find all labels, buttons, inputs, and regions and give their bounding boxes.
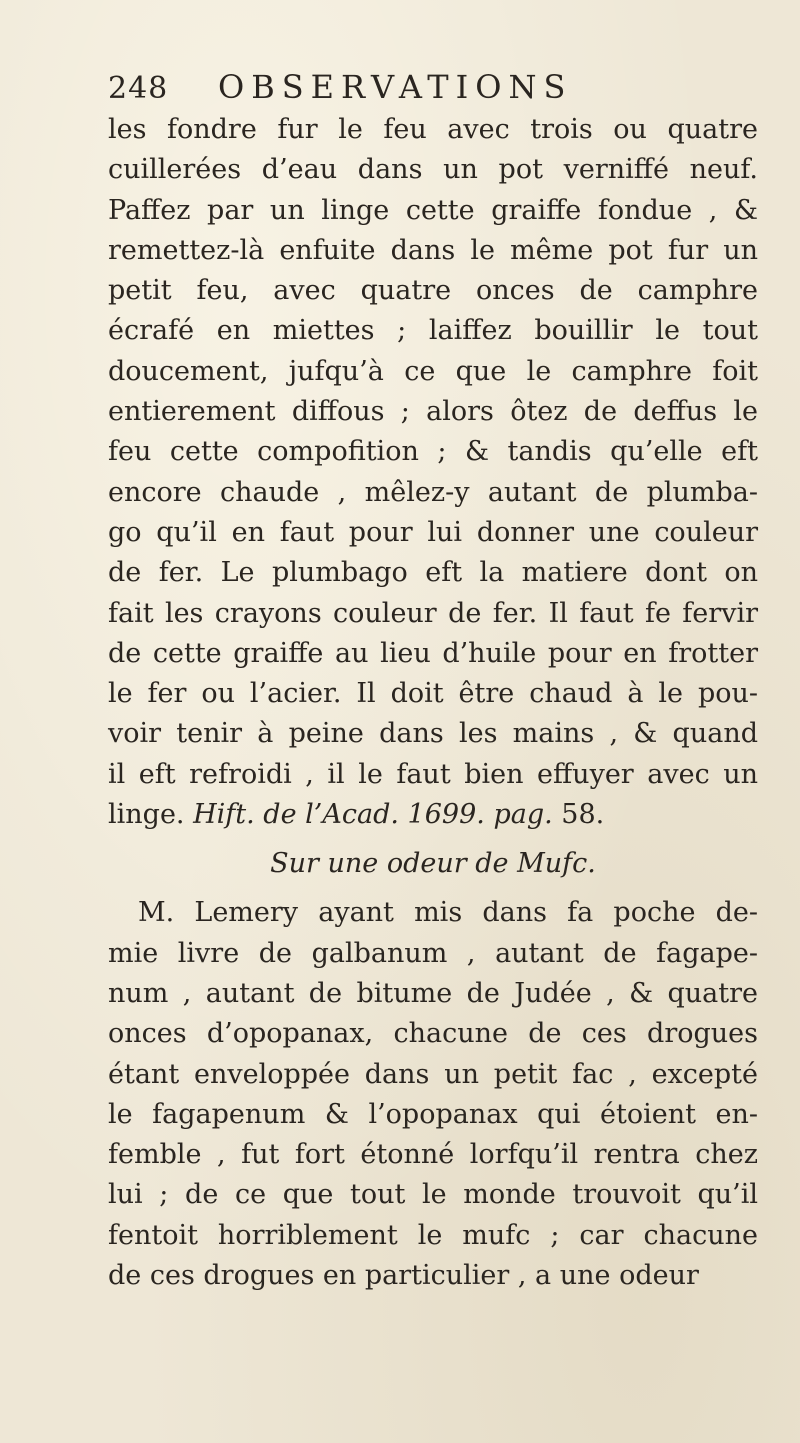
- text-line: les fondre fur le feu avec trois ou quatre: [108, 114, 758, 145]
- section-heading: Sur une odeur de Mufc.: [270, 848, 596, 880]
- text-line: voir tenir à peine dans les mains , & quand: [108, 718, 758, 750]
- citation-line: [108, 795, 758, 835]
- citation-line-start: linge.: [108, 799, 185, 831]
- paragraph-1: [108, 110, 758, 835]
- text-line: petit feu, avec quatre onces de camphre: [108, 275, 758, 307]
- text-line: fentoit horriblement le mufc ; car chacune: [108, 1219, 758, 1251]
- text-line: doucement, jufqu’à ce que le camphre foit: [108, 355, 758, 387]
- text-block: [108, 110, 758, 1296]
- text-line: mie livre de galbanum , autant de fagape-: [108, 937, 758, 969]
- running-title: OBSERVATIONS: [218, 68, 573, 106]
- text-line: lui ; de ce que tout le monde trouvoit qu’il: [108, 1179, 758, 1211]
- page-number: 248: [108, 71, 169, 106]
- text-line: M. Lemery ayant mis dans fa poche de-: [138, 897, 758, 929]
- text-line: cuillerées d’eau dans un pot verniffé neuf.: [108, 154, 758, 186]
- text-line: entierement diffous ; alors ôtez de deffus le: [108, 396, 758, 428]
- text-line: num , autant de bitume de Judée , & quatre: [108, 977, 758, 1009]
- text-line: onces d’opopanax, chacune de ces drogues: [108, 1018, 758, 1050]
- text-line: fait les crayons couleur de fer. Il faut fe fervir: [108, 597, 758, 629]
- text-line: remettez-là enfuite dans le même pot fur un: [108, 234, 758, 266]
- citation-year: 1699.: [407, 799, 485, 831]
- text-line: de cette graiffe au lieu d’huile pour en frotter: [108, 637, 758, 669]
- text-line: femble , fut fort étonné lorfqu’il rentra chez: [108, 1139, 758, 1171]
- paragraph-2: [108, 893, 758, 1296]
- text-line: de fer. Le plumbago eft la matiere dont on: [108, 557, 758, 589]
- citation-source: Hift. de l’Acad.: [193, 799, 399, 831]
- text-line: le fer ou l’acier. Il doit être chaud à le pou-: [108, 678, 758, 710]
- text-line: de ces drogues en particulier , a une odeur: [108, 1260, 699, 1292]
- text-line: le fagapenum & l’opopanax qui étoient en-: [108, 1098, 758, 1130]
- text-line: étant enveloppée dans un petit fac , excepté: [108, 1058, 758, 1090]
- text-line: écrafé en miettes ; laiffez bouillir le tout: [108, 315, 758, 347]
- text-line: go qu’il en faut pour lui donner une couleur: [108, 516, 758, 548]
- text-line: Paffez par un linge cette graiffe fondue , &: [108, 194, 758, 226]
- page-header: [108, 68, 748, 108]
- citation-page-number: 58.: [561, 799, 605, 831]
- citation-page-label: pag.: [493, 799, 553, 831]
- text-line: encore chaude , mêlez-y autant de plumba-: [108, 476, 758, 508]
- text-line: il eft refroidi , il le faut bien effuyer avec un: [108, 758, 758, 790]
- text-line: feu cette compofition ; & tandis qu’elle eft: [108, 436, 758, 468]
